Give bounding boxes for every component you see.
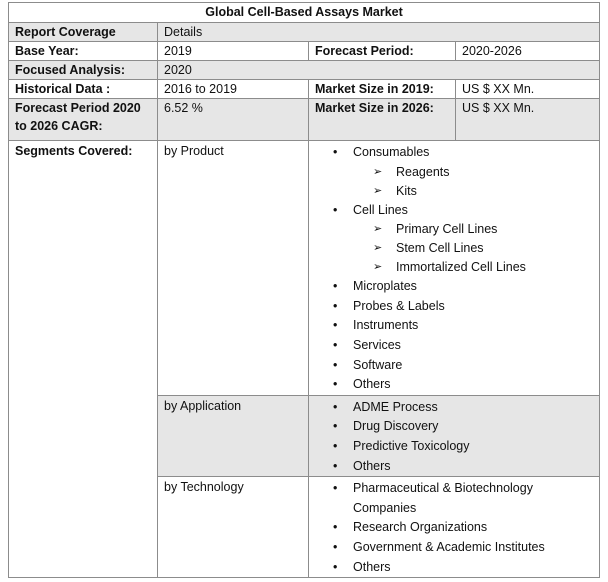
by-application-list xyxy=(309,398,599,476)
focused-analysis-label: Focused Analysis: xyxy=(9,61,158,80)
bullet-icon: • xyxy=(333,559,338,574)
historical-data-value: 2016 to 2019 xyxy=(158,80,309,99)
by-technology-label: by Technology xyxy=(158,477,309,578)
forecast-period-value: 2020-2026 xyxy=(456,42,600,61)
bullet-icon: • xyxy=(333,202,338,217)
market-size-2026-label: Market Size in 2026: xyxy=(309,99,456,141)
list-item-label: Instruments xyxy=(353,318,419,333)
list-item-label: Software xyxy=(353,357,403,372)
segments-label: Segments Covered: xyxy=(9,141,158,578)
bullet-icon: • xyxy=(333,377,338,392)
cagr-value: 6.52 % xyxy=(158,99,309,141)
sub-list-item xyxy=(309,220,599,239)
sub-list-item xyxy=(309,239,599,258)
sub-list-item xyxy=(309,163,599,182)
list-item-label: Microplates xyxy=(353,279,417,294)
focused-analysis-value: 2020 xyxy=(158,61,600,80)
bullet-icon: • xyxy=(333,481,338,496)
header-details: Details xyxy=(158,23,600,42)
list-item-label: Services xyxy=(353,337,401,352)
list-item xyxy=(309,297,599,317)
list-item xyxy=(309,518,599,538)
arrow-icon: ➢ xyxy=(373,165,383,178)
list-item xyxy=(309,316,599,336)
table-title: Global Cell-Based Assays Market xyxy=(9,3,600,23)
list-item-label: Cell Lines xyxy=(353,202,408,217)
sub-list xyxy=(353,163,599,201)
bullet-icon: • xyxy=(333,279,338,294)
cagr-label: Forecast Period 2020 to 2026 CAGR: xyxy=(9,99,158,141)
list-item-label: Research Organizations xyxy=(353,520,488,535)
bullet-icon: • xyxy=(333,298,338,313)
list-item xyxy=(309,201,599,278)
bullet-icon: • xyxy=(333,438,338,453)
list-item xyxy=(309,336,599,356)
header-report-coverage: Report Coverage xyxy=(9,23,158,42)
list-item-label: Others xyxy=(353,559,391,574)
bullet-icon: • xyxy=(333,399,338,414)
report-table xyxy=(8,2,600,578)
list-item-label: Probes & Labels xyxy=(353,298,445,313)
by-application-label: by Application xyxy=(158,395,309,476)
list-item xyxy=(309,437,599,457)
by-technology-list-cell xyxy=(309,477,600,578)
by-technology-list xyxy=(309,479,599,577)
list-item xyxy=(309,277,599,297)
list-item-label: Consumables xyxy=(353,145,430,159)
sub-list-item xyxy=(309,258,599,277)
sub-list xyxy=(353,220,599,277)
list-item xyxy=(309,398,599,418)
list-item xyxy=(309,457,599,477)
sub-list-item-label: Stem Cell Lines xyxy=(396,241,484,256)
bullet-icon: • xyxy=(333,337,338,352)
by-product-label: by Product xyxy=(158,141,309,396)
list-item-label: Drug Discovery xyxy=(353,419,439,434)
list-item xyxy=(309,375,599,395)
forecast-period-label: Forecast Period: xyxy=(309,42,456,61)
list-item-label: ADME Process xyxy=(353,399,438,414)
list-item-label: Predictive Toxicology xyxy=(353,438,470,453)
by-application-list-cell xyxy=(309,395,600,476)
list-item xyxy=(309,538,599,558)
base-year-label: Base Year: xyxy=(9,42,158,61)
arrow-icon: ➢ xyxy=(373,242,383,255)
bullet-icon: • xyxy=(333,357,338,372)
arrow-icon: ➢ xyxy=(373,184,383,197)
list-item xyxy=(309,558,599,578)
market-size-2019-label: Market Size in 2019: xyxy=(309,80,456,99)
sub-list-item xyxy=(309,182,599,201)
list-item xyxy=(309,143,599,201)
arrow-icon: ➢ xyxy=(373,261,383,274)
bullet-icon: • xyxy=(333,145,338,159)
by-product-list xyxy=(309,143,599,395)
sub-list-item-label: Kits xyxy=(396,183,417,198)
bullet-icon: • xyxy=(333,458,338,473)
bullet-icon: • xyxy=(333,539,338,554)
bullet-icon: • xyxy=(333,318,338,333)
bullet-icon: • xyxy=(333,520,338,535)
list-item-label: Others xyxy=(353,458,391,473)
bullet-icon: • xyxy=(333,419,338,434)
sub-list-item-label: Immortalized Cell Lines xyxy=(396,260,526,275)
sub-list-item-label: Reagents xyxy=(396,164,450,179)
market-size-2019-value: US $ XX Mn. xyxy=(456,80,600,99)
historical-data-label: Historical Data : xyxy=(9,80,158,99)
list-item-label: Pharmaceutical & Biotechnology Companies xyxy=(353,481,533,515)
list-item xyxy=(309,417,599,437)
list-item xyxy=(309,356,599,376)
list-item xyxy=(309,479,599,518)
list-item-label: Others xyxy=(353,377,391,392)
base-year-value: 2019 xyxy=(158,42,309,61)
by-product-list-cell xyxy=(309,141,600,396)
sub-list-item-label: Primary Cell Lines xyxy=(396,222,498,237)
arrow-icon: ➢ xyxy=(373,223,383,236)
list-item-label: Government & Academic Institutes xyxy=(353,539,545,554)
market-size-2026-value: US $ XX Mn. xyxy=(456,99,600,141)
